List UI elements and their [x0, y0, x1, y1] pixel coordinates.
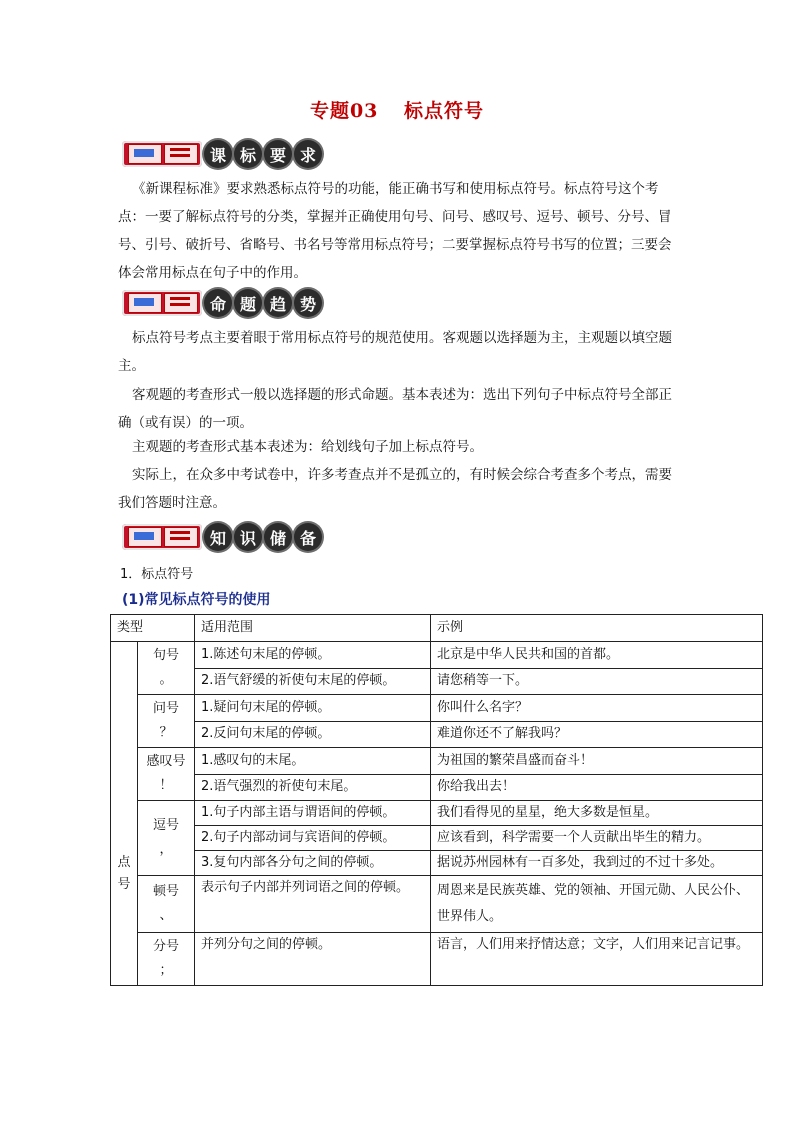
table-row [111, 826, 763, 851]
section-banner-trend [120, 284, 324, 322]
banner-char: 识 [234, 523, 262, 551]
mark-name-cell [138, 748, 195, 801]
range-cell: 2.语气舒缓的祈使句末尾的停顿。 [195, 668, 431, 695]
example-cell: 应该看到，科学需要一个人贡献出毕生的精力。 [431, 826, 763, 851]
mark-name-cell [138, 801, 195, 876]
mark-symbol: ！ [159, 778, 173, 793]
mark-name-cell [138, 695, 195, 748]
example-cell: 你叫什么名字？ [431, 695, 763, 722]
table-row [111, 801, 763, 826]
banner-char: 趋 [264, 289, 292, 317]
table-row [111, 851, 763, 876]
table-row [111, 876, 763, 933]
table-row [111, 933, 763, 986]
example-cell: 你给我出去！ [431, 774, 763, 801]
curriculum-paragraph: 《新课程标准》要求熟悉标点符号的功能，能正确书写和使用标点符号。标点符号这个考点：一要了解标点符号的分类，掌握并正确使用句号、问号、感叹号、逗号、顿号、分号、冒号、引号、破折号、省略号、书名号等常用标点符号；二要掌握标点符号书写的位置；三要会体会常用标点在句子中的作用。 [118, 181, 672, 281]
title-main: 标点符号 [404, 100, 485, 122]
header-example: 示例 [431, 615, 763, 642]
mark-name-cell [138, 642, 195, 695]
punctuation-table [110, 614, 763, 986]
table-header-row [111, 615, 763, 642]
mark-name: 逗号 [153, 818, 180, 833]
banner-char: 课 [204, 140, 232, 168]
banner-char: 知 [204, 523, 232, 551]
subheading: (1)常见标点符号的使用 [122, 592, 271, 608]
example-cell: 请您稍等一下。 [431, 668, 763, 695]
banner-char: 储 [264, 523, 292, 551]
trend-paragraph-3: 主观题的考查形式基本表述为：给划线句子加上标点符号。 [132, 439, 483, 455]
section-label: 1．标点符号 [120, 567, 194, 582]
banner-char: 要 [264, 140, 292, 168]
example-cell: 周恩来是民族英雄、党的领袖、开国元勋、人民公仆、世界伟人。 [431, 876, 763, 933]
mark-symbol: ， [159, 842, 173, 857]
banner-char: 题 [234, 289, 262, 317]
mark-name: 顿号 [153, 884, 180, 899]
example-cell: 据说苏州园林有一百多处，我到过的不过十多处。 [431, 851, 763, 876]
table-row [111, 668, 763, 695]
banner-char: 势 [294, 289, 322, 317]
range-cell: 2.语气强烈的祈使句末尾。 [195, 774, 431, 801]
mark-symbol: 、 [159, 908, 173, 923]
range-cell: 1.句子内部主语与谓语间的停顿。 [195, 801, 431, 826]
page-title [0, 96, 794, 123]
table-row [111, 721, 763, 748]
title-prefix: 专题03 [309, 100, 379, 122]
range-cell: 表示句子内部并列词语之间的停顿。 [195, 876, 431, 933]
range-cell: 并列分句之间的停顿。 [195, 933, 431, 986]
example-cell: 难道你还不了解我吗？ [431, 721, 763, 748]
book-icon [120, 288, 206, 318]
mark-name: 问号 [153, 701, 180, 716]
example-cell: 我们看得见的星星，绝大多数是恒星。 [431, 801, 763, 826]
example-cell: 语言，人们用来抒情达意；文字，人们用来记言记事。 [431, 933, 763, 986]
mark-symbol: ； [159, 963, 173, 978]
category-cell [111, 642, 138, 986]
book-icon [120, 139, 206, 169]
table-row [111, 642, 763, 669]
category-label: 点号 [117, 855, 131, 892]
banner-char: 标 [234, 140, 262, 168]
table-row [111, 774, 763, 801]
table-row [111, 748, 763, 775]
range-cell: 2.反问句末尾的停顿。 [195, 721, 431, 748]
example-cell: 为祖国的繁荣昌盛而奋斗！ [431, 748, 763, 775]
mark-symbol: ？ [159, 725, 173, 740]
mark-name-cell [138, 876, 195, 933]
header-range: 适用范围 [195, 615, 431, 642]
mark-name: 分号 [153, 939, 180, 954]
range-cell: 1.感叹句的末尾。 [195, 748, 431, 775]
range-cell: 1.陈述句末尾的停顿。 [195, 642, 431, 669]
trend-paragraph-2: 客观题的考查形式一般以选择题的形式命题。基本表述为：选出下列句子中标点符号全部正确（或有误）的一项。 [118, 387, 672, 431]
range-cell: 3.复句内部各分句之间的停顿。 [195, 851, 431, 876]
trend-paragraph-1: 标点符号考点主要着眼于常用标点符号的规范使用。客观题以选择题为主，主观题以填空题主。 [118, 330, 672, 374]
range-cell: 1.疑问句末尾的停顿。 [195, 695, 431, 722]
mark-name: 句号 [153, 648, 180, 663]
table-row [111, 695, 763, 722]
mark-symbol: 。 [159, 672, 173, 687]
trend-paragraph-4: 实际上，在众多中考试卷中，许多考查点并不是孤立的，有时候会综合考查多个考点，需要我们答题时注意。 [118, 467, 672, 511]
banner-char: 备 [294, 523, 322, 551]
example-cell: 北京是中华人民共和国的首都。 [431, 642, 763, 669]
header-type: 类型 [111, 615, 195, 642]
banner-char: 求 [294, 140, 322, 168]
range-cell: 2.句子内部动词与宾语间的停顿。 [195, 826, 431, 851]
section-banner-knowledge [120, 518, 324, 556]
mark-name-cell [138, 933, 195, 986]
book-icon [120, 522, 206, 552]
mark-name: 感叹号 [146, 754, 186, 769]
section-banner-curriculum [120, 135, 324, 173]
banner-char: 命 [204, 289, 232, 317]
